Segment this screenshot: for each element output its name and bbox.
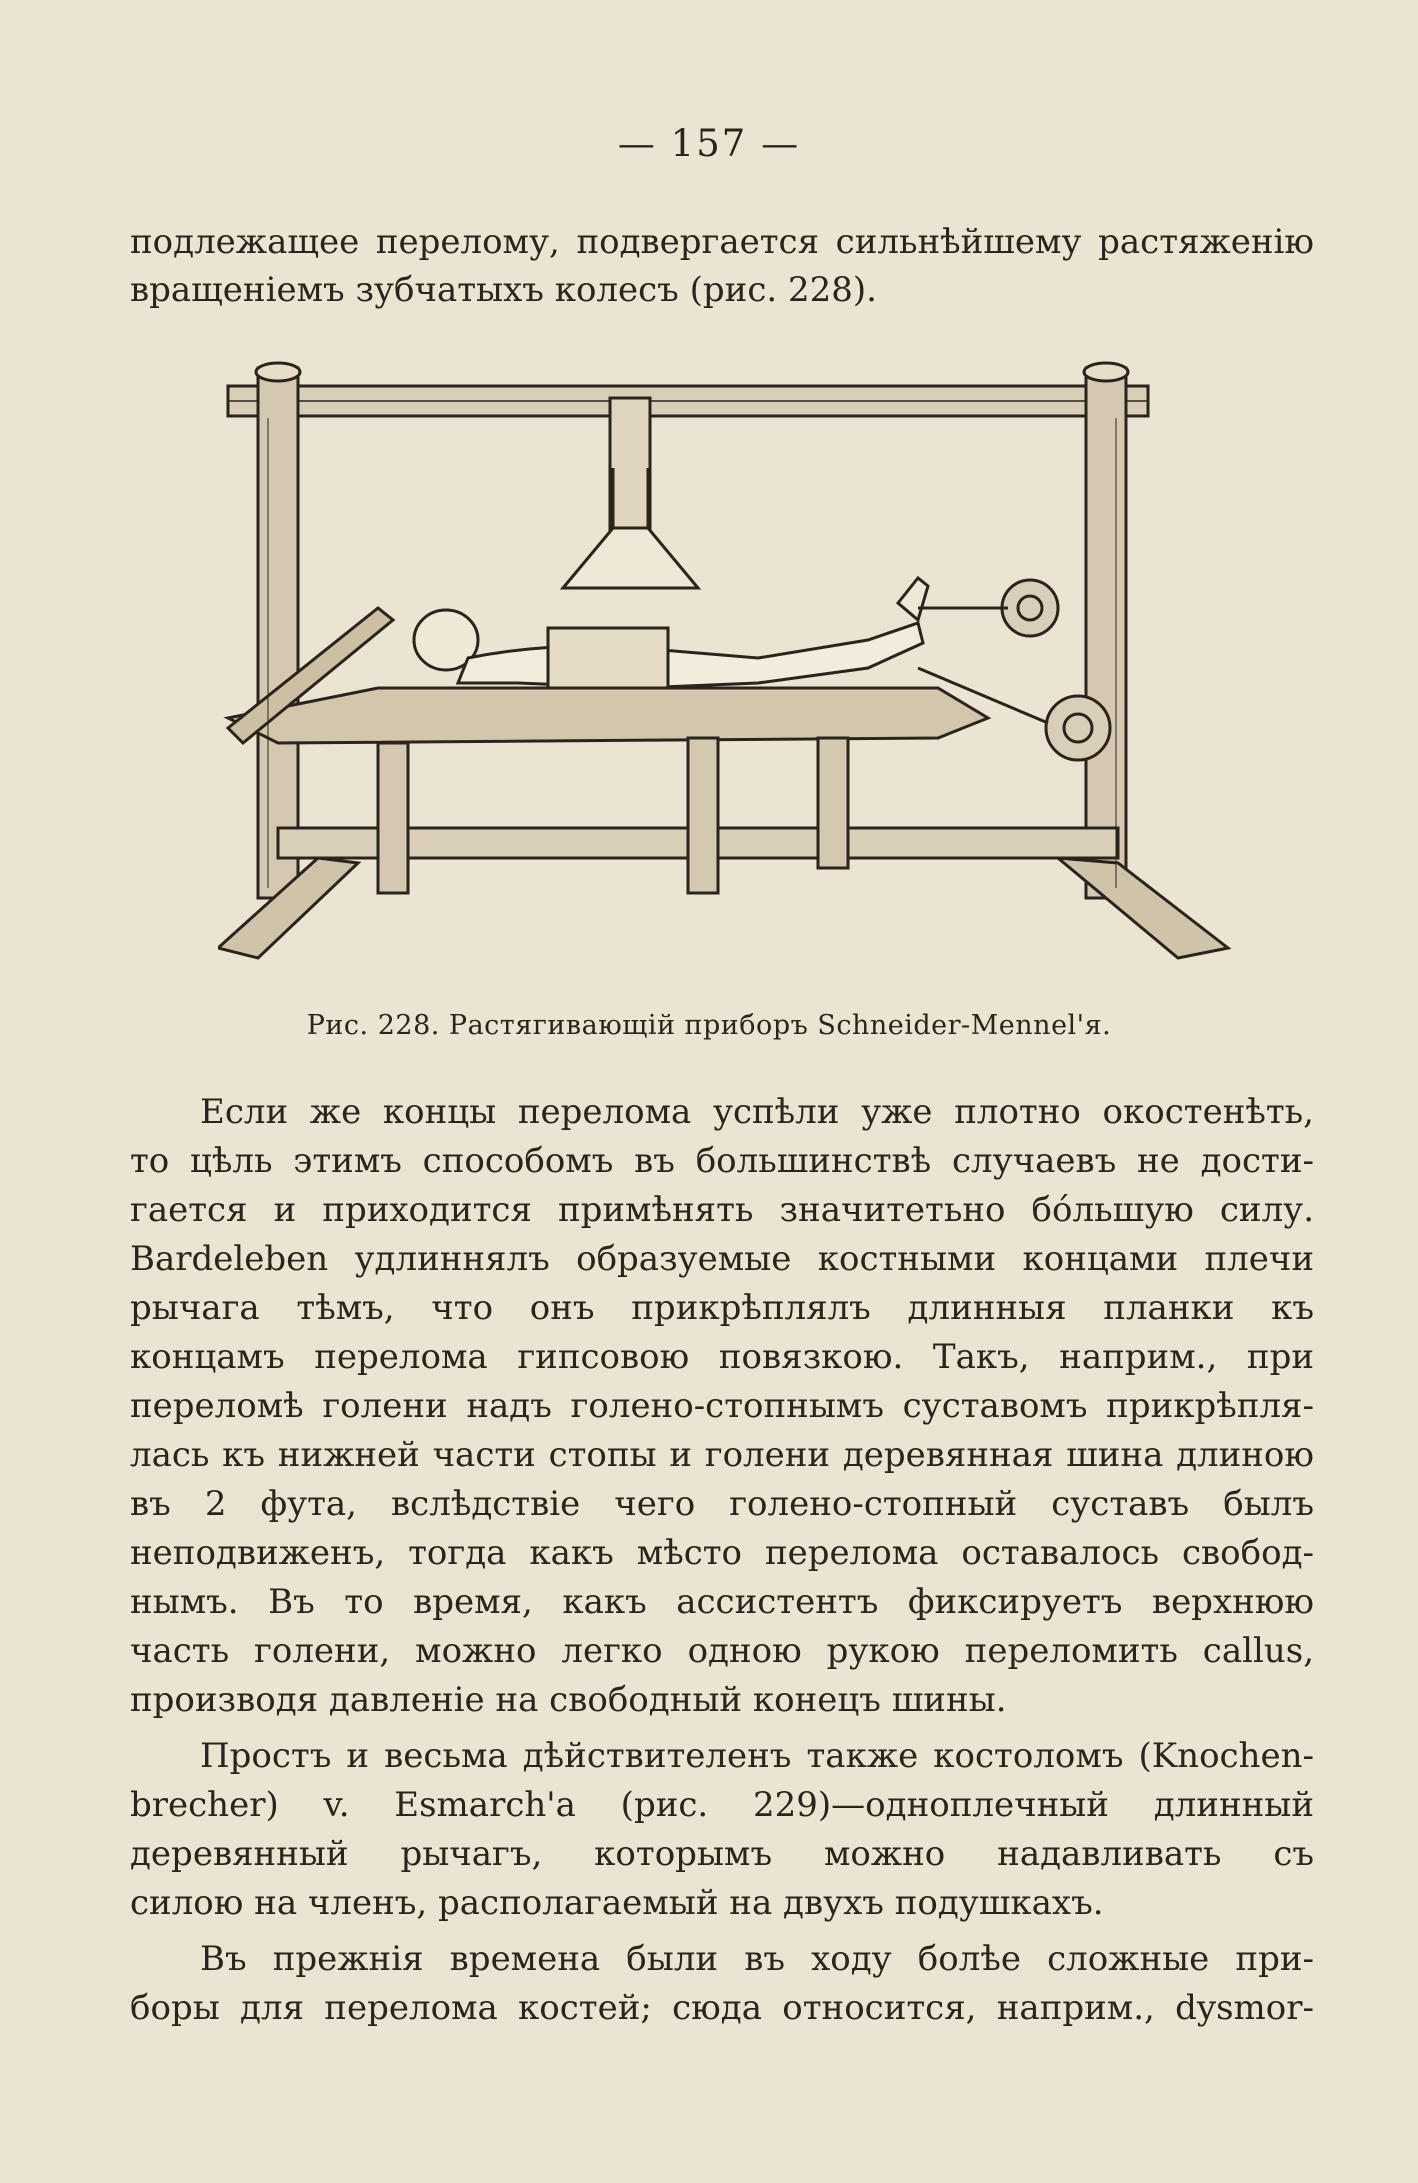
text-line: концамъ перелома гипсовою повязкою. Такъ, наприм., при	[130, 1337, 1314, 1377]
text-line: подлежащее перелому, подвергается сильнѣйшему растяженію	[130, 222, 1314, 262]
text-line: лась къ нижней части стопы и голени деревянная шина длиною	[130, 1435, 1314, 1475]
text-line: часть голени, можно легко одною рукою переломить callus,	[130, 1631, 1314, 1671]
figure-caption: Рис. 228. Растягивающій приборъ Schneider-Mennel'я.	[306, 1010, 1112, 1041]
text-line: brecher) v. Esmarch'a (рис. 229)—одноплечный длинный	[130, 1785, 1314, 1825]
text-line: рычага тѣмъ, что онъ прикрѣплялъ длинныя планки къ	[130, 1288, 1314, 1328]
text-line: гается и приходится примѣнять значитетьно бóльшую силу.	[130, 1190, 1314, 1230]
text-line: то цѣль этимъ способомъ въ большинствѣ случаевъ не дости-	[130, 1141, 1314, 1181]
text-line: вращеніемъ зубчатыхъ колесъ (рис. 228).	[130, 270, 877, 310]
page-number: — 157 —	[617, 122, 801, 165]
text-line: производя давленіе на свободный конецъ шины.	[130, 1680, 1007, 1720]
text-line: силою на членъ, располагаемый на двухъ подушкахъ.	[130, 1883, 1104, 1923]
text-line: боры для перелома костей; сюда относится, наприм., dysmor-	[130, 1988, 1314, 2028]
text-line: переломѣ голени надъ голено-стопнымъ суставомъ прикрѣпля-	[130, 1386, 1314, 1426]
figure-illustration	[218, 358, 1238, 963]
text-line: Въ прежнія времена были въ ходу болѣе сложные при-	[200, 1939, 1314, 1979]
text-line: нымъ. Въ то время, какъ ассистентъ фиксируетъ верхнюю	[130, 1582, 1314, 1622]
text-line: Если же концы перелома успѣли уже плотно окостенѣть,	[200, 1092, 1314, 1132]
text-line: Bardeleben удлиннялъ образуемые костными концами плечи	[130, 1239, 1314, 1279]
text-line: деревянный рычагъ, которымъ можно надавливать съ	[130, 1834, 1314, 1874]
text-line: Простъ и весьма дѣйствителенъ также костоломъ (Knochen-	[200, 1736, 1314, 1776]
text-line: въ 2 фута, вслѣдствіе чего голено-стопный суставъ былъ	[130, 1484, 1314, 1524]
text-line: неподвиженъ, тогда какъ мѣсто перелома оставалось свобод-	[130, 1533, 1314, 1573]
